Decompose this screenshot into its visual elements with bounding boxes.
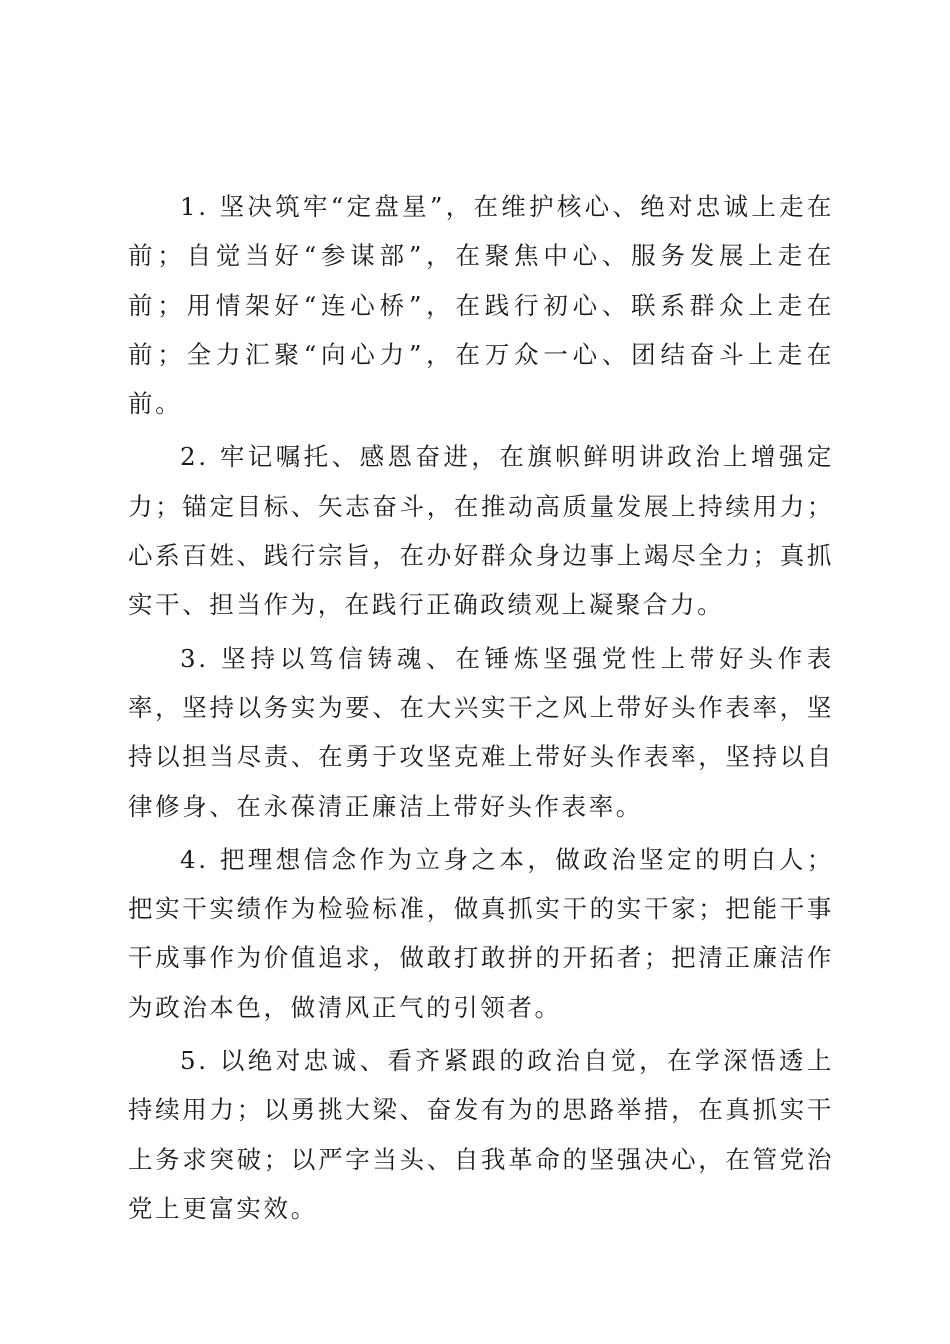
paragraph-5: 5. 以绝对忠诚、看齐紧跟的政治自觉，在学深悟透上持续用力；以勇挑大梁、奋发有为的思路举措，在真抓实干上务求突破；以严字当头、自我革命的坚强决心，在管党治党上更富实效。 [128, 1046, 834, 1223]
paragraph-3: 3. 坚持以笃信铸魂、在锤炼坚强党性上带好头作表率，坚持以务实为要、在大兴实干之风上带好头作表率，坚持以担当尽责、在勇于攻坚克难上带好头作表率，坚持以自律修身、在永葆清正廉洁上带好头作表率。 [128, 643, 834, 821]
document-body [128, 182, 834, 1237]
paragraph-2: 2. 牢记嘱托、感恩奋进，在旗帜鲜明讲政治上增强定力；锚定目标、矢志奋斗，在推动高质量发展上持续用力；心系百姓、践行宗旨，在办好群众身边事上竭尽全力；真抓实干、担当作为，在践行正确政绩观上凝聚合力。 [128, 442, 834, 620]
paragraph-1: 1. 坚决筑牢“定盘星”，在维护核心、绝对忠诚上走在前；自觉当好“参谋部”，在聚焦中心、服务发展上走在前；用情架好“连心桥”，在践行初心、联系群众上走在前；全力汇聚“向心力”，在万众一心、团结奋斗上走在前。 [128, 192, 834, 419]
paragraph-4: 4. 把理想信念作为立身之本，做政治坚定的明白人；把实干实绩作为检验标准，做真抓实干的实干家；把能干事干成事作为价值追求，做敢打敢拼的开拓者；把清正廉洁作为政治本色，做清风正气的引领者。 [128, 844, 834, 1022]
